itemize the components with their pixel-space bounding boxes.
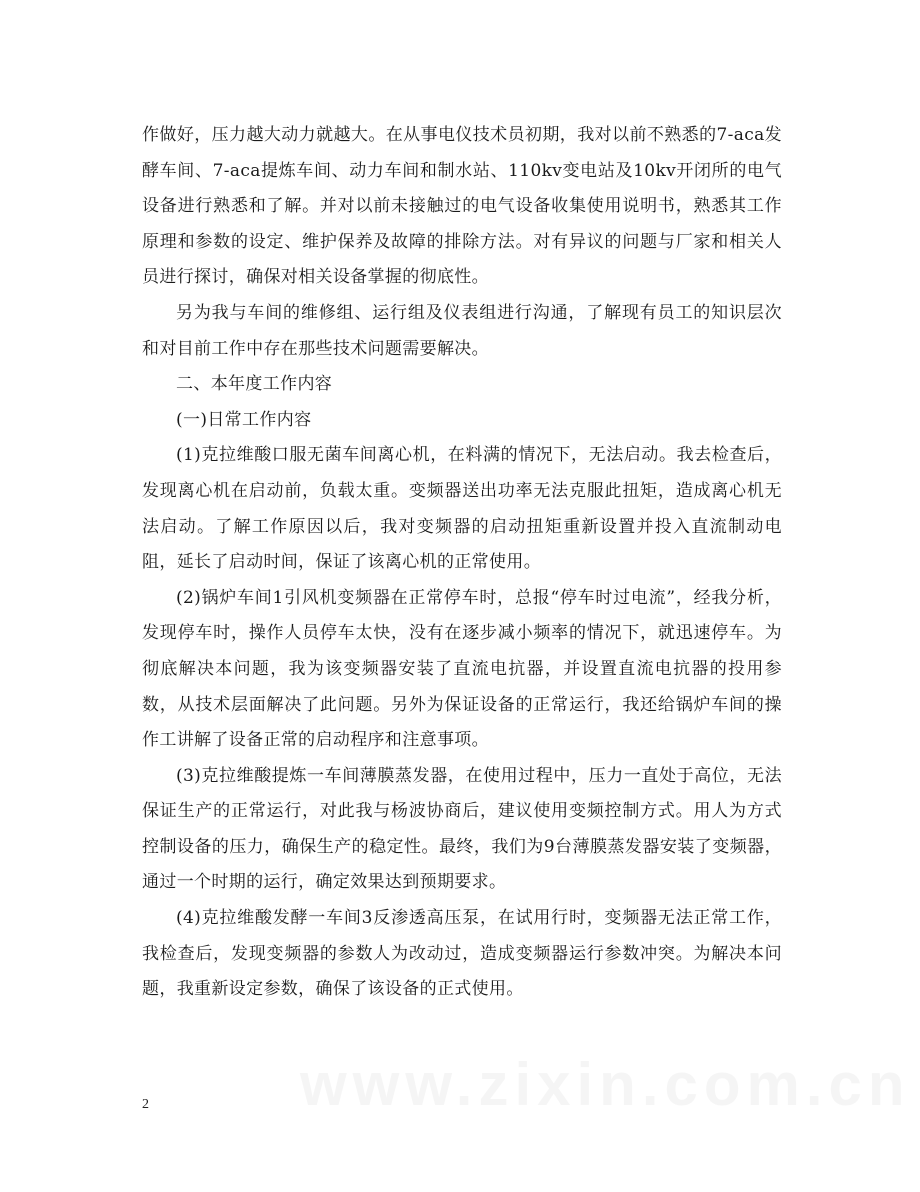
paragraph-1: 作做好，压力越大动力就越大。在从事电仪技术员初期，我对以前不熟悉的7-aca发酵车间、7-aca提炼车间、动力车间和制水站、110kv变电站及10kv开闭所的电气设备进行熟悉和了解。并对以前未接触过的电气设备收集使用说明书，熟悉其工作原理和参数的设定、维护保养及故障的排除方法。对有异议的问题与厂家和相关人员进行探讨，确保对相关设备掌握的彻底性。 xyxy=(142,125,782,288)
item-1-paragraph: (1)克拉维酸口服无菌车间离心机，在料满的情况下，无法启动。我去检查后，发现离心机在启动前，负载太重。变频器送出功率无法克服此扭矩，造成离心机无法启动。了解工作原因以后，我对变频器的启动扭矩重新设置并投入直流制动电阻，延长了启动时间，保证了该离心机的正常使用。 xyxy=(142,445,782,573)
document-body xyxy=(142,118,782,1008)
item-4-paragraph: (4)克拉维酸发酵一车间3反渗透高压泵，在试用行时，变频器无法正常工作，我检查后，发现变频器的参数人为改动过，造成变频器运行参数冲突。为解决本问题，我重新设定参数，确保了该设备的正式使用。 xyxy=(142,908,782,1000)
item-3-paragraph: (3)克拉维酸提炼一车间薄膜蒸发器，在使用过程中，压力一直处于高位，无法保证生产的正常运行，对此我与杨波协商后，建议使用变频控制方式。用人为方式控制设备的压力，确保生产的稳定性。最终，我们为9台薄膜蒸发器安装了变频器，通过一个时期的运行，确定效果达到预期要求。 xyxy=(142,765,782,893)
section-heading: 二、本年度工作内容 xyxy=(176,374,333,395)
item-2-paragraph: (2)锅炉车间1引风机变频器在正常停车时，总报“停车时过电流”，经我分析，发现停车时，操作人员停车太快，没有在逐步减小频率的情况下，就迅速停车。为彻底解决本问题，我为该变频器安装了直流电抗器，并设置直流电抗器的投用参数，从技术层面解决了此问题。另外为保证设备的正常运行，我还给锅炉车间的操作工讲解了设备正常的启动程序和注意事项。 xyxy=(142,587,782,751)
paragraph-2: 另为我与车间的维修组、运行组及仪表组进行沟通，了解现有员工的知识层次和对目前工作中存在那些技术问题需要解决。 xyxy=(142,302,782,359)
page-number: 2 xyxy=(142,1097,149,1112)
subsection-heading: (一)日常工作内容 xyxy=(176,409,312,430)
watermark: www.zixin.com.cn xyxy=(300,1051,911,1118)
